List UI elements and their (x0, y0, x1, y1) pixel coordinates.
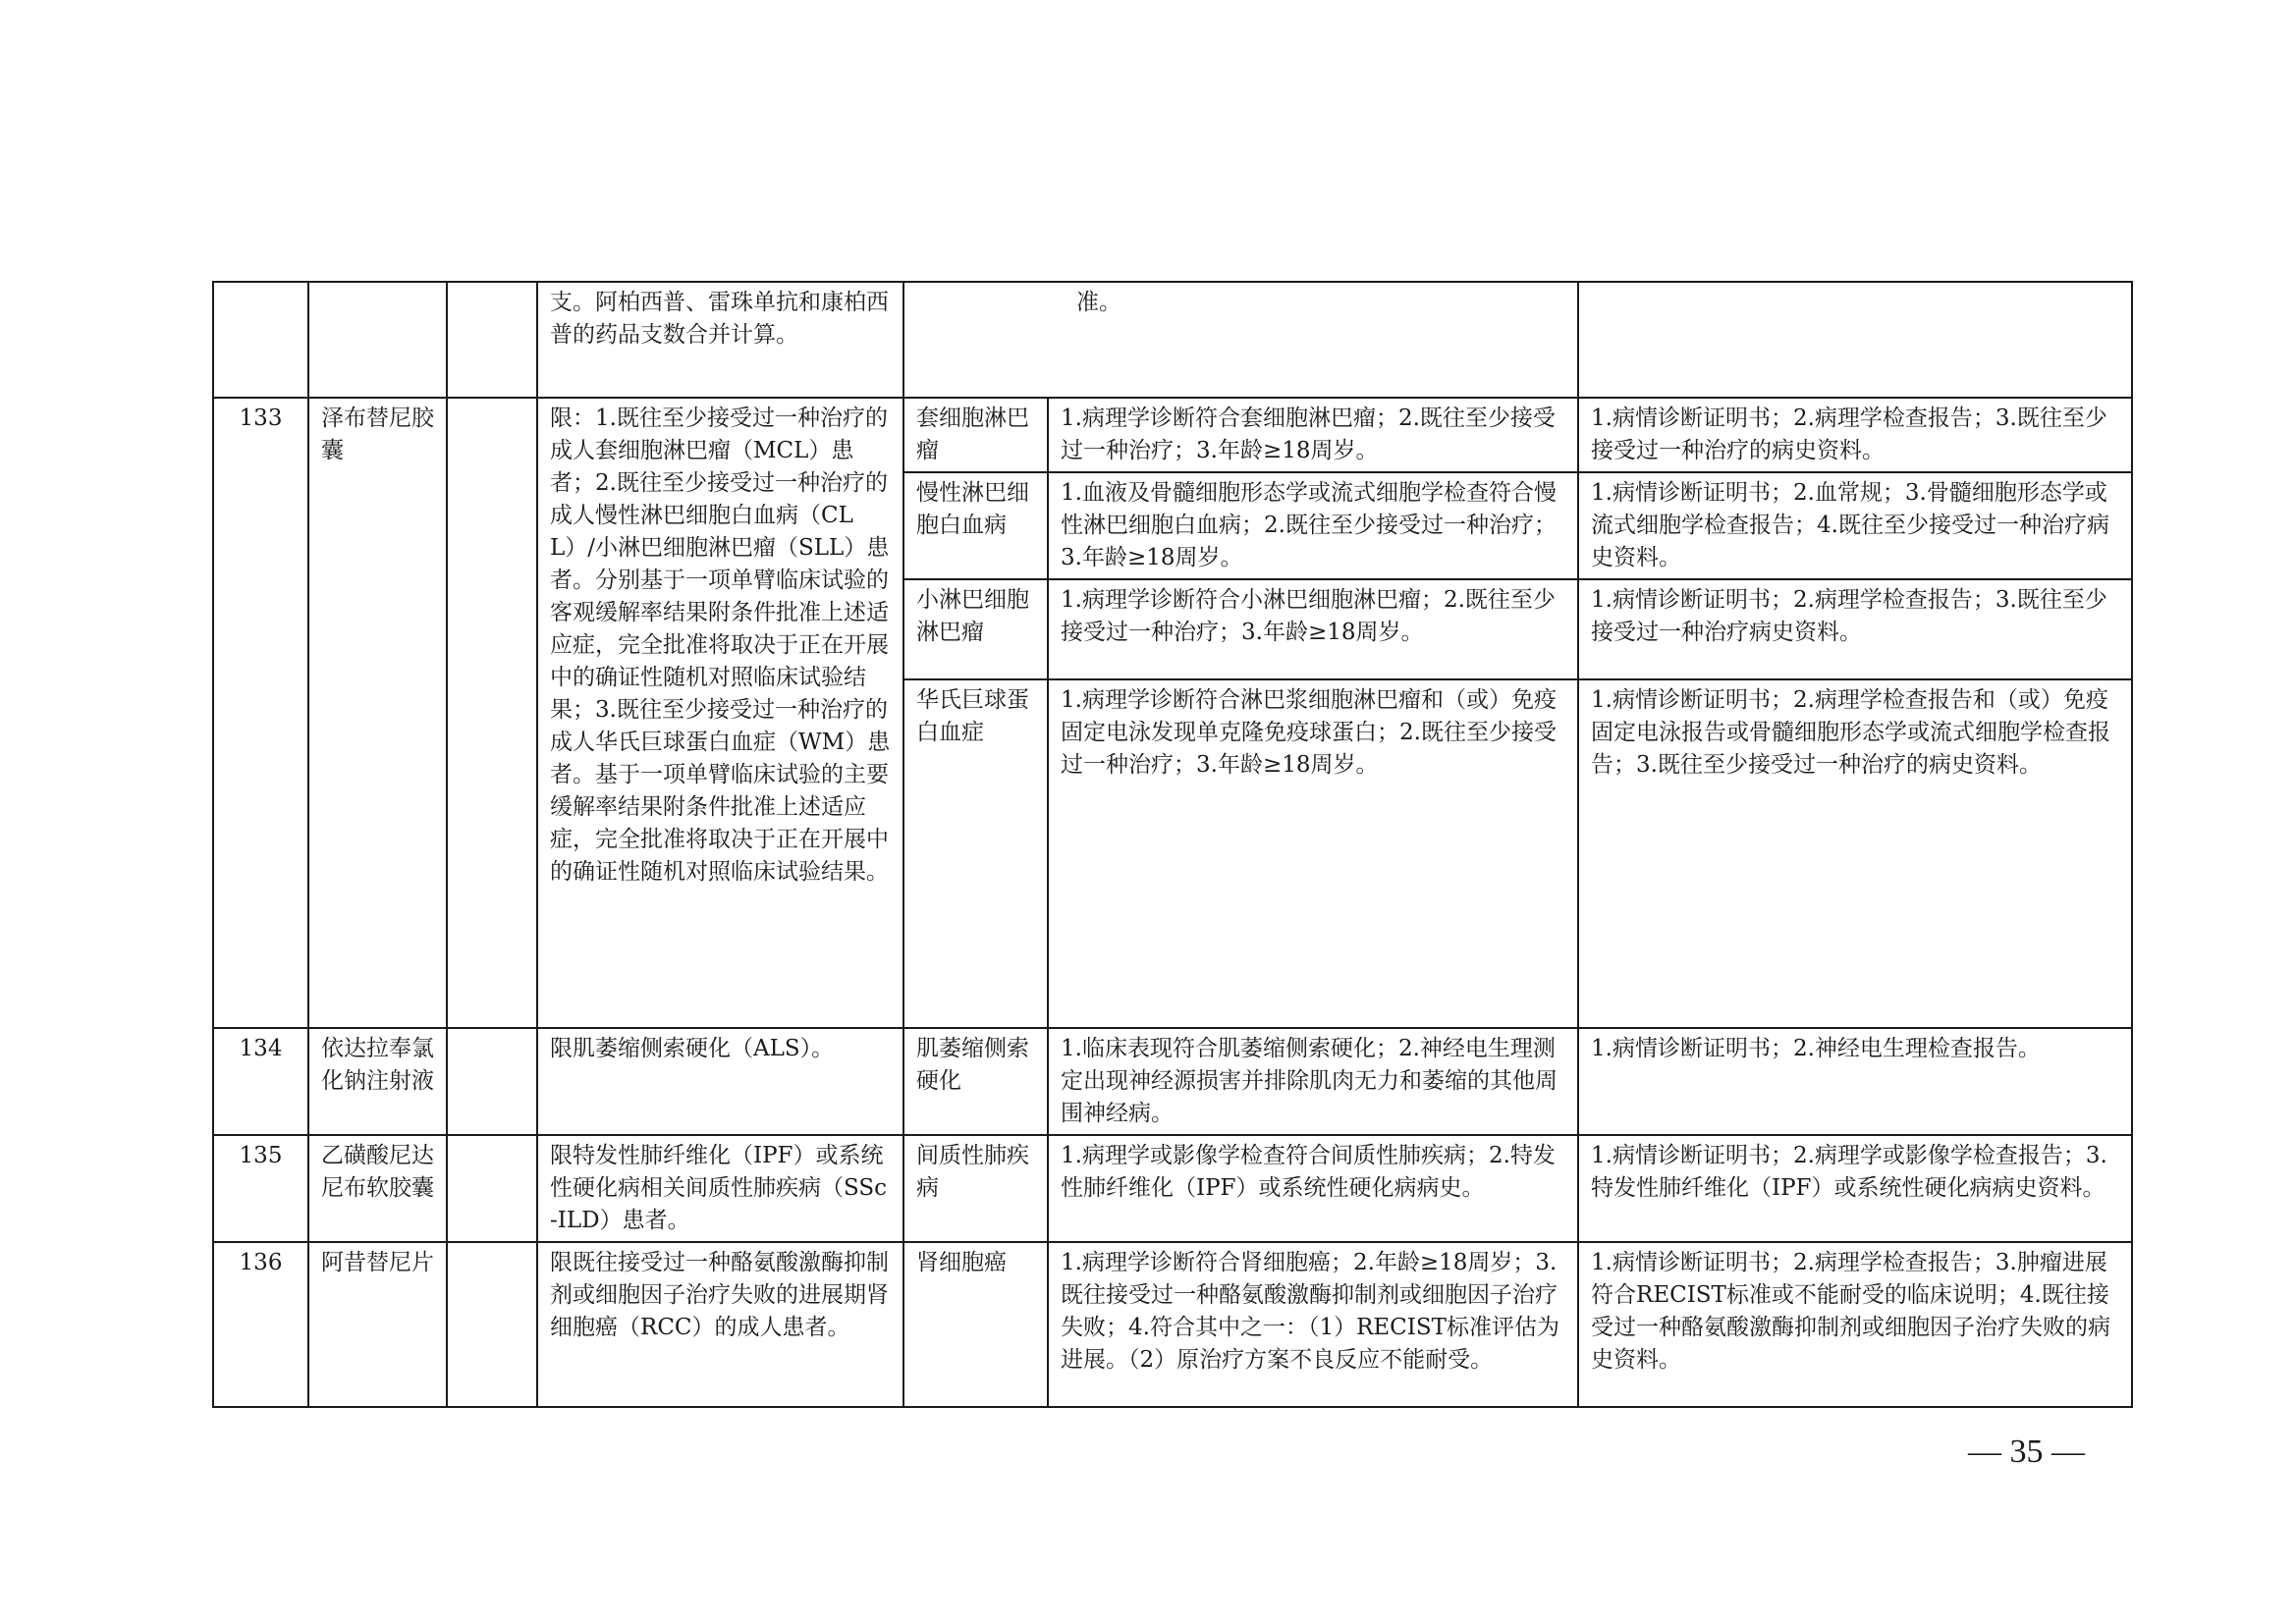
cell-drug-name: 乙磺酸尼达尼布软胶囊 (308, 1135, 447, 1242)
cell-number: 134 (213, 1028, 308, 1135)
page-number: — 35 — (1968, 1434, 2085, 1470)
cell-materials: 1.病情诊断证明书；2.病理学检查报告；3.既往至少接受过一种治疗病史资料。 (1578, 579, 2132, 679)
cell-materials: 1.病情诊断证明书；2.病理学或影像学检查报告；3.特发性肺纤维化（IPF）或系统性硬化病病史资料。 (1578, 1135, 2132, 1242)
cell-criteria: 1.病理学诊断符合肾细胞癌；2.年龄≥18周岁；3.既往接受过一种酪氨酸激酶抑制剂或细胞因子治疗失败；4.符合其中之一：（1）RECIST标准评估为进展。（2）原治疗方案不良反应不能耐受。 (1048, 1242, 1578, 1407)
table-row-continued (213, 282, 2132, 398)
cell-number (213, 282, 308, 398)
cell-drug-name: 泽布替尼胶囊 (308, 398, 447, 1028)
cell-materials: 1.病情诊断证明书；2.病理学检查报告；3.肿瘤进展符合RECIST标准或不能耐受的临床说明；4.既往接受过一种酪氨酸激酶抑制剂或细胞因子治疗失败的病史资料。 (1578, 1242, 2132, 1407)
table-row-134 (213, 1028, 2132, 1135)
table-row-136 (213, 1242, 2132, 1407)
cell-empty (447, 1135, 537, 1242)
cell-empty (447, 398, 537, 1028)
cell-disease: 套细胞淋巴瘤 (903, 398, 1048, 472)
cell-number: 135 (213, 1135, 308, 1242)
cell-disease: 肾细胞癌 (903, 1242, 1048, 1407)
cell-restriction: 限：1.既往至少接受过一种治疗的成人套细胞淋巴瘤（MCL）患者；2.既往至少接受过一种治疗的成人慢性淋巴细胞白血病（CLL）/小淋巴细胞淋巴瘤（SLL）患者。分别基于一项单臂临床试验的客观缓解率结果附条件批准上述适应症，完全批准将取决于正在开展中的确证性随机对照临床试验结果；3.既往至少接受过一种治疗的成人华氏巨球蛋白血症（WM）患者。基于一项单臂临床试验的主要缓解率结果附条件批准上述适应症，完全批准将取决于正在开展中的确证性随机对照临床试验结果。 (537, 398, 903, 1028)
cell-disease: 华氏巨球蛋白血症 (903, 679, 1048, 1028)
table-row-135 (213, 1135, 2132, 1242)
cell-number: 136 (213, 1242, 308, 1407)
cell-restriction: 支。阿柏西普、雷珠单抗和康柏西普的药品支数合并计算。 (537, 282, 903, 398)
cell-criteria: 1.病理学或影像学检查符合间质性肺疾病；2.特发性肺纤维化（IPF）或系统性硬化病病史。 (1048, 1135, 1578, 1242)
cell-drug-name (308, 282, 447, 398)
cell-materials: 1.病情诊断证明书；2.病理学检查报告；3.既往至少接受过一种治疗的病史资料。 (1578, 398, 2132, 472)
cell-disease: 慢性淋巴细胞白血病 (903, 472, 1048, 579)
drug-table (212, 281, 2133, 1408)
table-row-133 (213, 398, 2132, 472)
cell-materials: 1.病情诊断证明书；2.神经电生理检查报告。 (1578, 1028, 2132, 1135)
cell-restriction: 限既往接受过一种酪氨酸激酶抑制剂或细胞因子治疗失败的进展期肾细胞癌（RCC）的成人患者。 (537, 1242, 903, 1407)
cell-restriction: 限特发性肺纤维化（IPF）或系统性硬化病相关间质性肺疾病（SSc-ILD）患者。 (537, 1135, 903, 1242)
cell-materials: 1.病情诊断证明书；2.病理学检查报告和（或）免疫固定电泳报告或骨髓细胞形态学或流式细胞学检查报告；3.既往至少接受过一种治疗的病史资料。 (1578, 679, 2132, 1028)
cell-criteria: 1.病理学诊断符合淋巴浆细胞淋巴瘤和（或）免疫固定电泳发现单克隆免疫球蛋白；2.既往至少接受过一种治疗；3.年龄≥18周岁。 (1048, 679, 1578, 1028)
cell-restriction: 限肌萎缩侧索硬化（ALS）。 (537, 1028, 903, 1135)
cell-criteria: 1.病理学诊断符合套细胞淋巴瘤；2.既往至少接受过一种治疗；3.年龄≥18周岁。 (1048, 398, 1578, 472)
cell-criteria: 1.病理学诊断符合小淋巴细胞淋巴瘤；2.既往至少接受过一种治疗；3.年龄≥18周岁。 (1048, 579, 1578, 679)
cell-disease: 间质性肺疾病 (903, 1135, 1048, 1242)
cell-number: 133 (213, 398, 308, 1028)
cell-materials: 1.病情诊断证明书；2.血常规；3.骨髓细胞形态学或流式细胞学检查报告；4.既往至少接受过一种治疗病史资料。 (1578, 472, 2132, 579)
cell-empty (447, 1242, 537, 1407)
cell-criteria: 准。 (903, 282, 1578, 398)
cell-criteria: 1.血液及骨髓细胞形态学或流式细胞学检查符合慢性淋巴细胞白血病；2.既往至少接受过一种治疗；3.年龄≥18周岁。 (1048, 472, 1578, 579)
cell-criteria: 1.临床表现符合肌萎缩侧索硬化；2.神经电生理测定出现神经源损害并排除肌肉无力和萎缩的其他周围神经病。 (1048, 1028, 1578, 1135)
cell-empty (447, 1028, 537, 1135)
cell-empty (447, 282, 537, 398)
cell-disease: 小淋巴细胞淋巴瘤 (903, 579, 1048, 679)
cell-disease: 肌萎缩侧索硬化 (903, 1028, 1048, 1135)
cell-drug-name: 依达拉奉氯化钠注射液 (308, 1028, 447, 1135)
cell-drug-name: 阿昔替尼片 (308, 1242, 447, 1407)
cell-materials (1578, 282, 2132, 398)
